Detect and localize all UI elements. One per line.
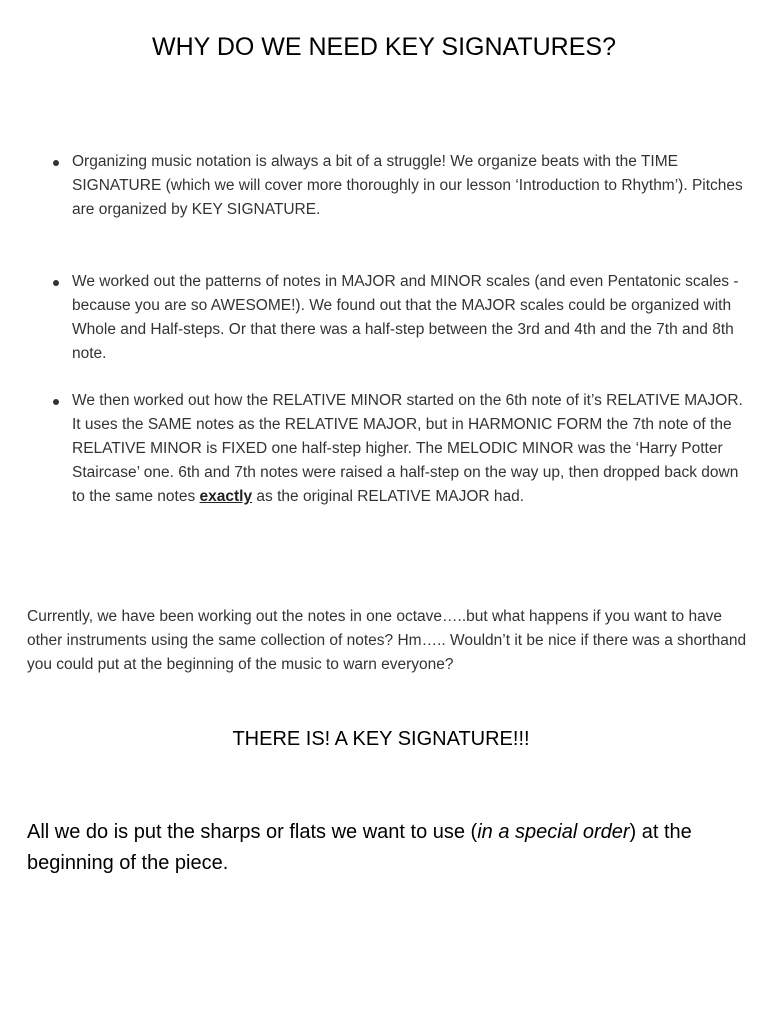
bullet-dot-icon (53, 399, 59, 405)
emphasis-text: exactly (199, 488, 253, 505)
bullet-text: We then worked out how the RELATIVE MINOR started on the 6th note of it’s RELATIVE MAJOR. It uses the SAME notes as the RELATIVE MAJOR, but in HARMONIC FORM the 7th note of the RELATIVE MINOR is FIXED one half-step higher. The MELODIC MINOR was the ‘Harry Potter Staircase’ one. 6th and 7th notes were raised a half-step on the way up, then dropped back down to the same notes (72, 392, 743, 505)
list-item (72, 270, 744, 366)
body-paragraph: Currently, we have been working out the notes in one octave…..but what happens if you want to have other instruments using the same collection of notes? Hm….. Wouldn’t it be nice if there was a shorthand you could put at the beginning of the music to warn everyone? (27, 608, 747, 673)
bullet-dot-icon (53, 160, 59, 166)
list-item (72, 150, 744, 222)
closing-paragraph (27, 817, 747, 879)
closing-text: All we do is put the sharps or flats we want to use ( (27, 821, 478, 843)
bullet-text: as the original RELATIVE MAJOR had. (252, 488, 525, 505)
page-title: WHY DO WE NEED KEY SIGNATURES? (152, 33, 616, 61)
bullet-dot-icon (53, 280, 59, 286)
closing-italic-text: in a special order (477, 821, 630, 843)
closing-text: ) at the beginning of the piece. (27, 821, 692, 874)
bullet-text: We worked out the patterns of notes in MAJOR and MINOR scales (and even Pentatonic scales - because you are so AWESOME!). We found out that the MAJOR scales could be organized with Whole and Half-steps. Or that there was a half-step between the 3rd and 4th and the 7th and 8th note. (72, 273, 739, 362)
callout-heading: THERE IS! A KEY SIGNATURE!!! (232, 728, 530, 750)
bullet-text: Organizing music notation is always a bit of a struggle! We organize beats with the TIME SIGNATURE (which we will cover more thoroughly in our lesson ‘Introduction to Rhythm’). Pitches are organized by KEY SIGNATURE. (72, 153, 743, 218)
list-item (72, 389, 744, 509)
